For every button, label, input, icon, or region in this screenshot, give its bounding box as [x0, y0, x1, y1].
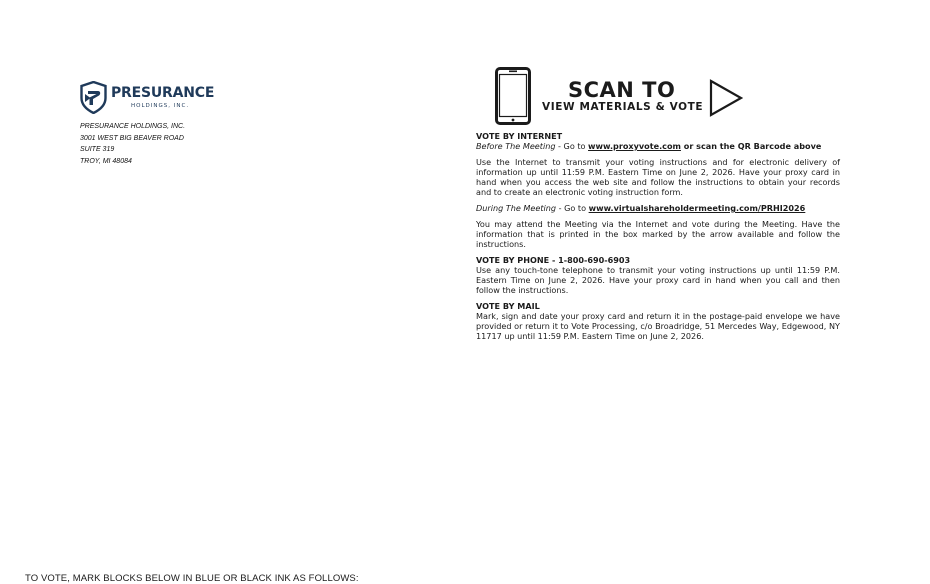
mail-heading: VOTE BY MAIL [476, 301, 540, 311]
company-address [80, 121, 185, 167]
mail-body: Mark, sign and date your proxy card and return it in the postage-paid envelope we have provided or return it to Vote Processing, c/o Broadridge, 51 Mercedes Way, Edgewood, NY 11717 up until 11:59 P.M. Eastern Time on June 2, 2026. [476, 311, 840, 341]
during-meeting-line [476, 203, 840, 213]
vote-instructions-footer: TO VOTE, MARK BLOCKS BELOW IN BLUE OR BLACK INK AS FOLLOWS: [25, 573, 359, 584]
scan-title: SCAN TO [568, 78, 676, 102]
before-meeting-line [476, 141, 840, 151]
during-label: During The Meeting [476, 203, 557, 213]
phone-body: Use any touch-tone telephone to transmit your voting instructions up until 11:59 P.M. Eastern Time on June 2, 2026. Have your proxy card in hand when you call and then follow the instructions. [476, 265, 840, 295]
virtual-meeting-link[interactable]: www.virtualshareholdermeeting.com/PRHI2026 [588, 203, 806, 213]
logo-name: PRESURANCE [111, 85, 215, 101]
internet-heading: VOTE BY INTERNET [476, 131, 563, 141]
during-body: You may attend the Meeting via the Internet and vote during the Meeting. Have the information that is printed in the box marked by the arrow available and follow the instructions. [476, 219, 840, 249]
shield-logo-icon [80, 81, 107, 114]
address-line: 3001 WEST BIG BEAVER ROAD [80, 134, 184, 142]
address-line: PRESURANCE HOLDINGS, INC. [80, 123, 186, 130]
proxyvote-link[interactable]: www.proxyvote.com [588, 141, 681, 151]
during-go: - Go to [556, 203, 589, 213]
voting-instructions [476, 131, 840, 341]
address-line: TROY, MI 48084 [80, 157, 132, 165]
before-tail: or scan the QR Barcode above [680, 141, 822, 151]
address-line: SUITE 319 [80, 146, 115, 153]
play-arrow-icon [709, 79, 743, 117]
internet-body: Use the Internet to transmit your voting instructions and for electronic delivery of information up until 11:59 P.M. Eastern Time on June 2, 2026. Have your proxy card in hand when you access the web site and follow the instructions to obtain your records and to create an electronic voting instruction form. [476, 157, 840, 197]
before-label: Before The Meeting [476, 141, 556, 151]
company-logo [80, 81, 214, 114]
scan-subtitle: VIEW MATERIALS & VOTE [542, 101, 704, 113]
before-go: - Go to [555, 141, 589, 151]
smartphone-icon [495, 67, 531, 125]
phone-heading: VOTE BY PHONE - 1-800-690-6903 [476, 255, 631, 265]
logo-subtitle: HOLDINGS, INC. [131, 103, 190, 109]
